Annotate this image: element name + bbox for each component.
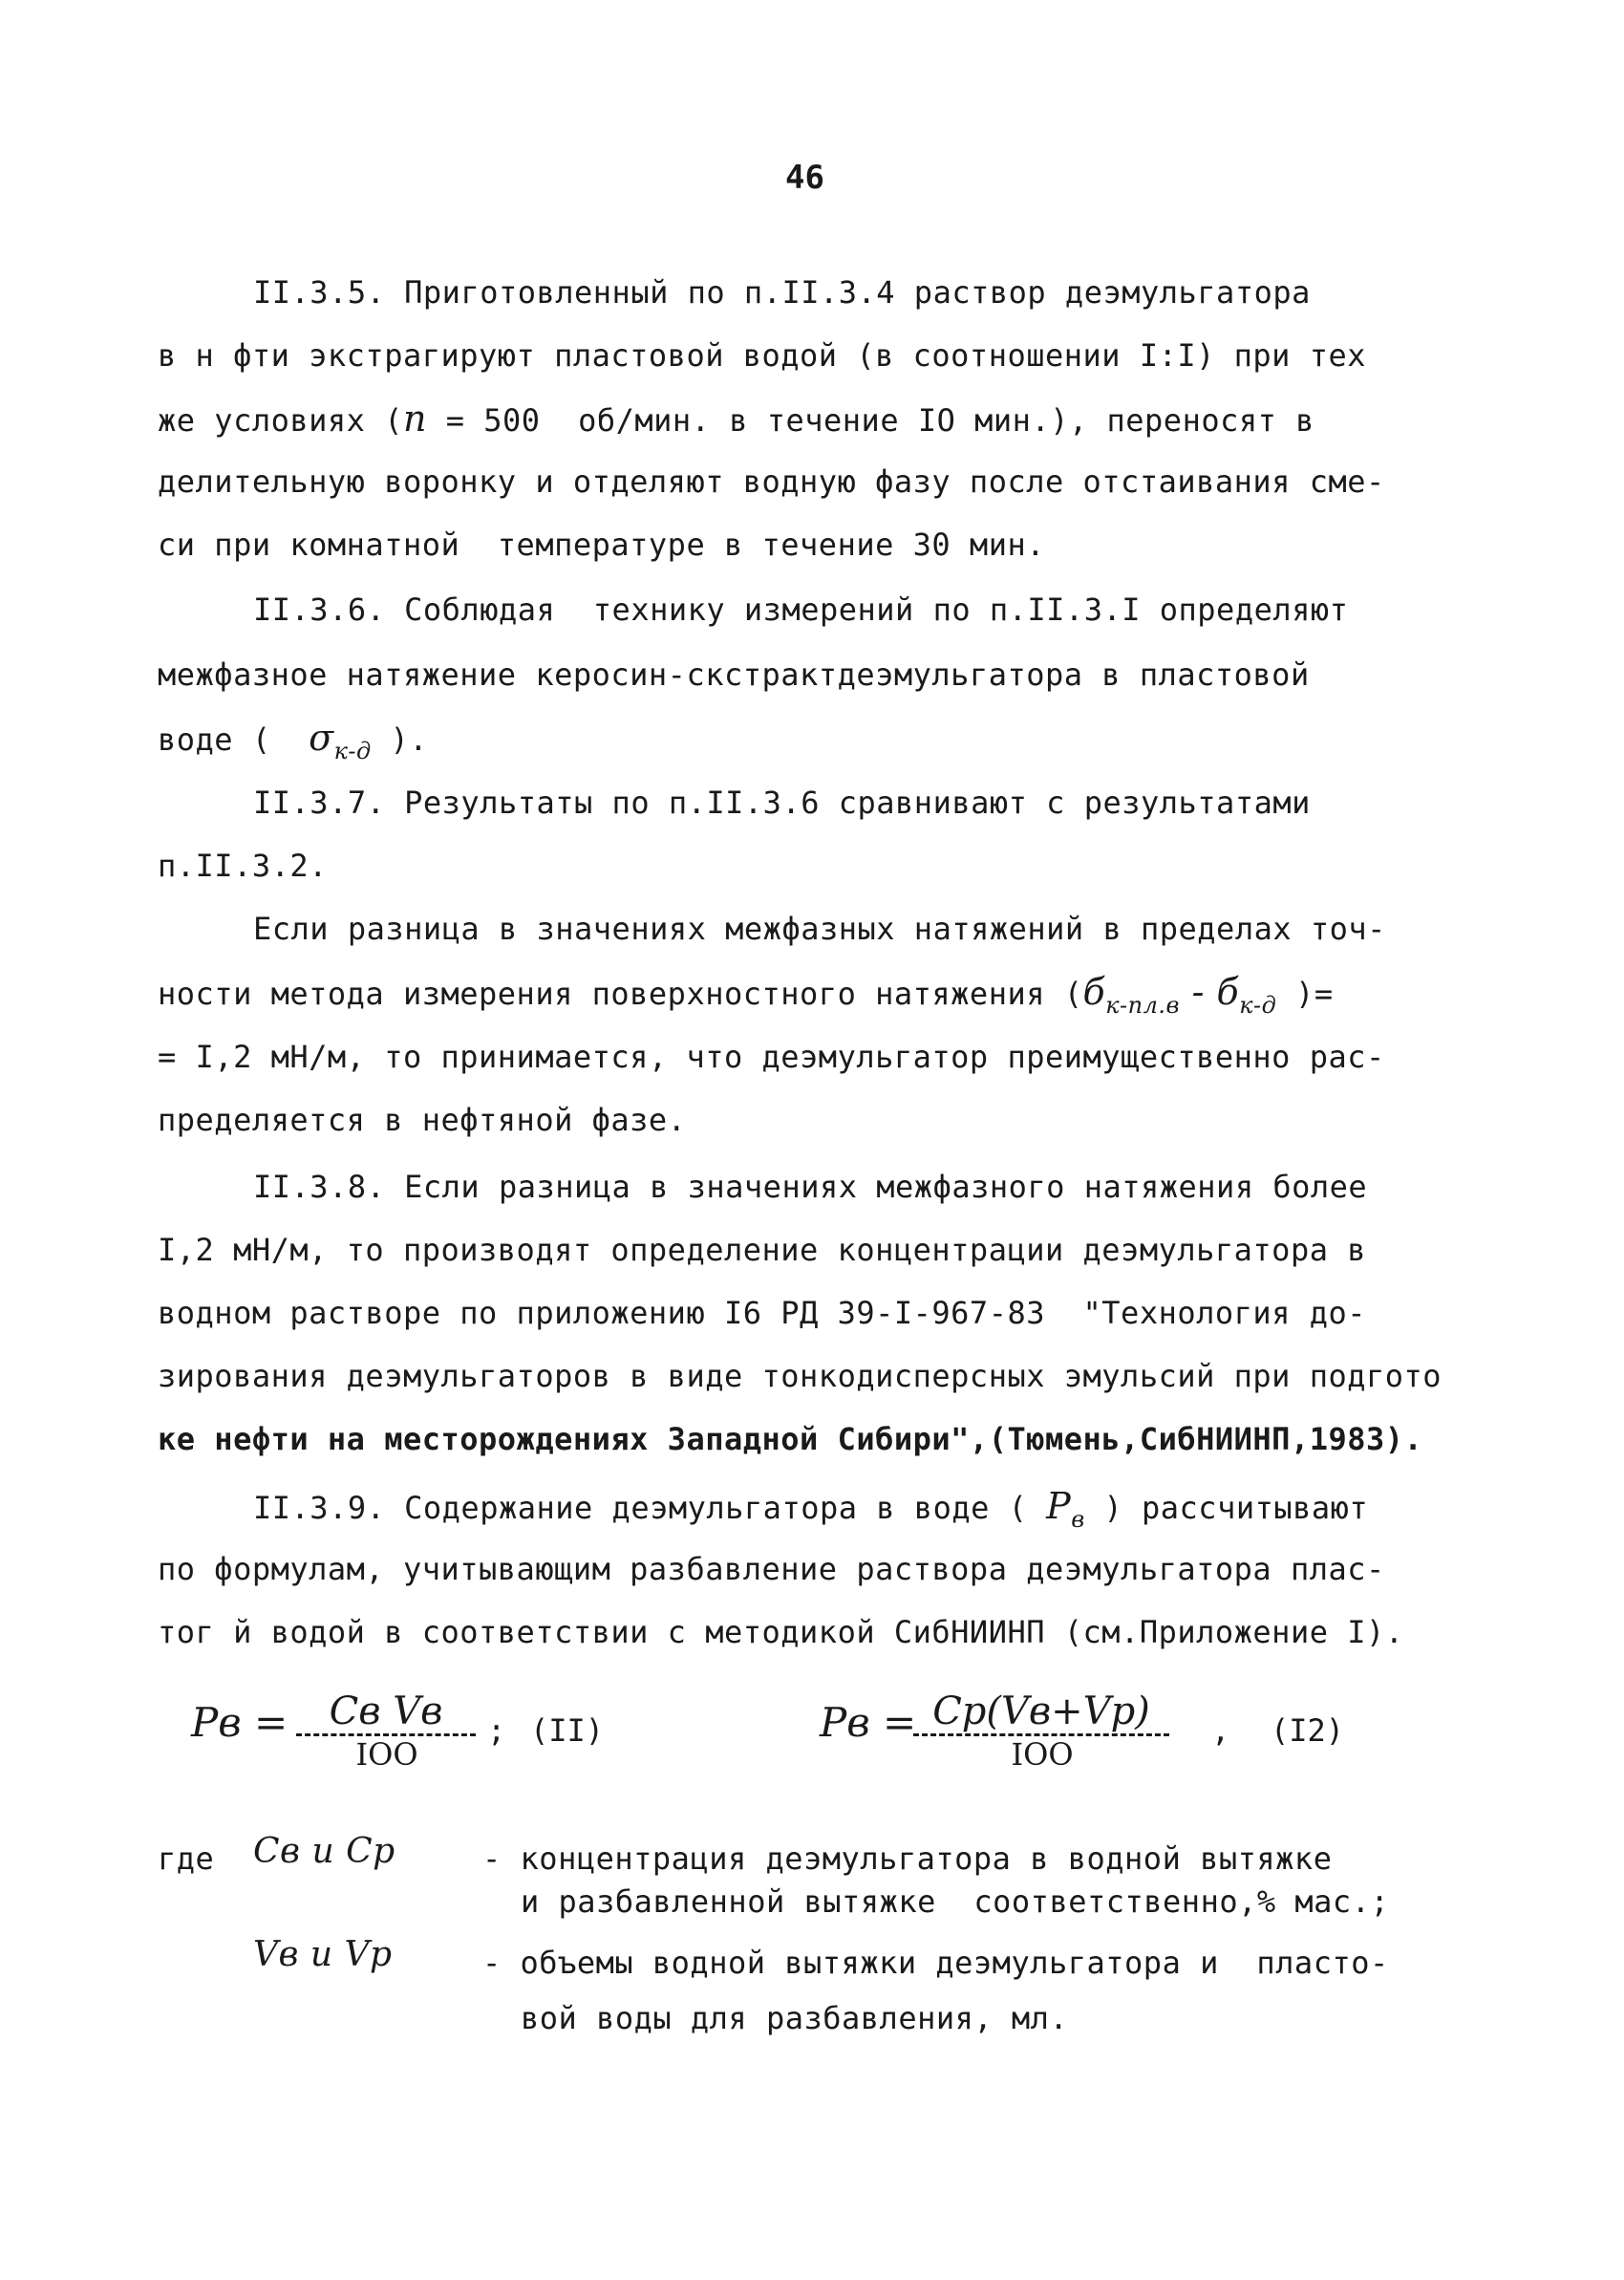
fraction	[296, 1689, 478, 1773]
page-number: 46	[785, 159, 824, 197]
paragraph-line: делительную воронку и отделяют водную фазу после отстаивания сме-	[158, 463, 1385, 500]
paragraph-line: ке нефти на месторождениях Западной Сибири",(Тюмень,СибНИИНП,1983).	[158, 1421, 1423, 1457]
formula-lhs: Pв =	[820, 1699, 917, 1746]
legend-where: где	[158, 1840, 215, 1877]
formula-12	[820, 1689, 1355, 1795]
equation-number: (II)	[530, 1712, 605, 1749]
denominator: IOO	[355, 1736, 418, 1773]
paragraph-line: си при комнатной температуре в течение 30 мин.	[158, 527, 1045, 563]
paragraph-line: тог й водой в соответствии с методикой СибНИИНП (см.Приложение I).	[158, 1614, 1404, 1650]
paragraph-line: в н фти экстрагируют пластовой водой (в соотношении I:I) при тех	[158, 337, 1366, 374]
sigma-subscript: к-д	[1239, 992, 1277, 1019]
paragraph-line	[158, 973, 1495, 1024]
minus-sign: -	[1180, 971, 1217, 1013]
legend-v-description: - объемы водной вытяжки деэмульгатора и пласто-	[482, 1945, 1389, 1981]
paragraph-line: водном растворе по приложению I6 РД 39-I-967-83 "Технология до-	[158, 1295, 1366, 1331]
text-fragment: воде (	[158, 721, 310, 758]
text-fragment: II.3.9. Содержание деэмульгатора в воде (	[253, 1490, 1047, 1526]
legend-v-symbols: Vв и Vр	[253, 1935, 393, 1974]
n-symbol: n	[402, 398, 427, 440]
sigma-subscript: к-д	[333, 738, 372, 764]
numerator: Cр(Vв+Vр)	[913, 1689, 1169, 1736]
sigma-symbol: б	[1216, 971, 1240, 1013]
legend-v-description: вой воды для разбавления, мл.	[521, 2000, 1069, 2036]
formula-lhs: Pв =	[191, 1699, 288, 1746]
paragraph-line: I,2 мН/м, то производят определение концентрации деэмульгатора в	[158, 1232, 1366, 1268]
text-fragment: же условиях (	[158, 402, 403, 439]
p-symbol: P	[1046, 1485, 1072, 1527]
sigma-subscript: к-пл.в	[1105, 992, 1180, 1019]
formula-11	[191, 1689, 621, 1795]
numerator: Cв Vв	[296, 1689, 476, 1736]
denominator: IOO	[1011, 1736, 1074, 1773]
text-fragment: ности метода измерения поверхностного натяжения (	[158, 976, 1083, 1012]
sigma-symbol: σ	[309, 717, 334, 759]
paragraph-line	[158, 719, 1495, 770]
fraction	[913, 1689, 1171, 1773]
legend-c-description: и разбавленной вытяжке соответственно,% мас.;	[521, 1883, 1390, 1920]
p-subscript: в	[1071, 1506, 1085, 1533]
separator: ;	[487, 1712, 506, 1749]
equation-number: (I2)	[1271, 1712, 1345, 1749]
sigma-symbol: б	[1082, 971, 1106, 1013]
paragraph-line: = I,2 мН/м, то принимается, что деэмульгатор преимущественно рас-	[158, 1039, 1385, 1075]
paragraph-line: межфазное натяжение керосин-скстрактдеэмульгатора в пластовой	[158, 656, 1310, 693]
text-fragment: ) рассчитывают	[1084, 1490, 1369, 1526]
paragraph-line	[158, 399, 1495, 440]
text-fragment: = 500 об/мин. в течение IO мин.), переносят в	[426, 402, 1314, 439]
paragraph-line: II.3.5. Приготовленный по п.II.3.4 раствор деэмульгатора	[253, 274, 1311, 311]
text-fragment: )=	[1276, 976, 1334, 1012]
paragraph-line: п.II.3.2.	[158, 848, 328, 884]
separator: ,	[1211, 1712, 1230, 1749]
legend-c-symbols: Cв и Cр	[253, 1832, 395, 1871]
legend-c-description: - концентрация деэмульгатора в водной вытяжке	[482, 1840, 1333, 1877]
paragraph-line: по формулам, учитывающим разбавление раствора деэмульгатора плас-	[158, 1551, 1385, 1587]
text-fragment: ).	[371, 721, 429, 758]
paragraph-line: II.3.7. Результаты по п.II.3.6 сравнивают с результатами	[253, 785, 1311, 821]
paragraph-line: II.3.8. Если разница в значениях межфазного натяжения более	[253, 1169, 1368, 1205]
paragraph-line	[253, 1487, 1591, 1538]
paragraph-line: пределяется в нефтяной фазе.	[158, 1102, 687, 1138]
paragraph-line: зирования деэмульгаторов в виде тонкодисперсных эмульсий при подгото	[158, 1358, 1442, 1394]
paragraph-line: II.3.6. Соблюдая технику измерений по п.II.3.I определяют	[253, 592, 1349, 628]
paragraph-line: Если разница в значениях межфазных натяжений в пределах точ-	[253, 911, 1386, 947]
